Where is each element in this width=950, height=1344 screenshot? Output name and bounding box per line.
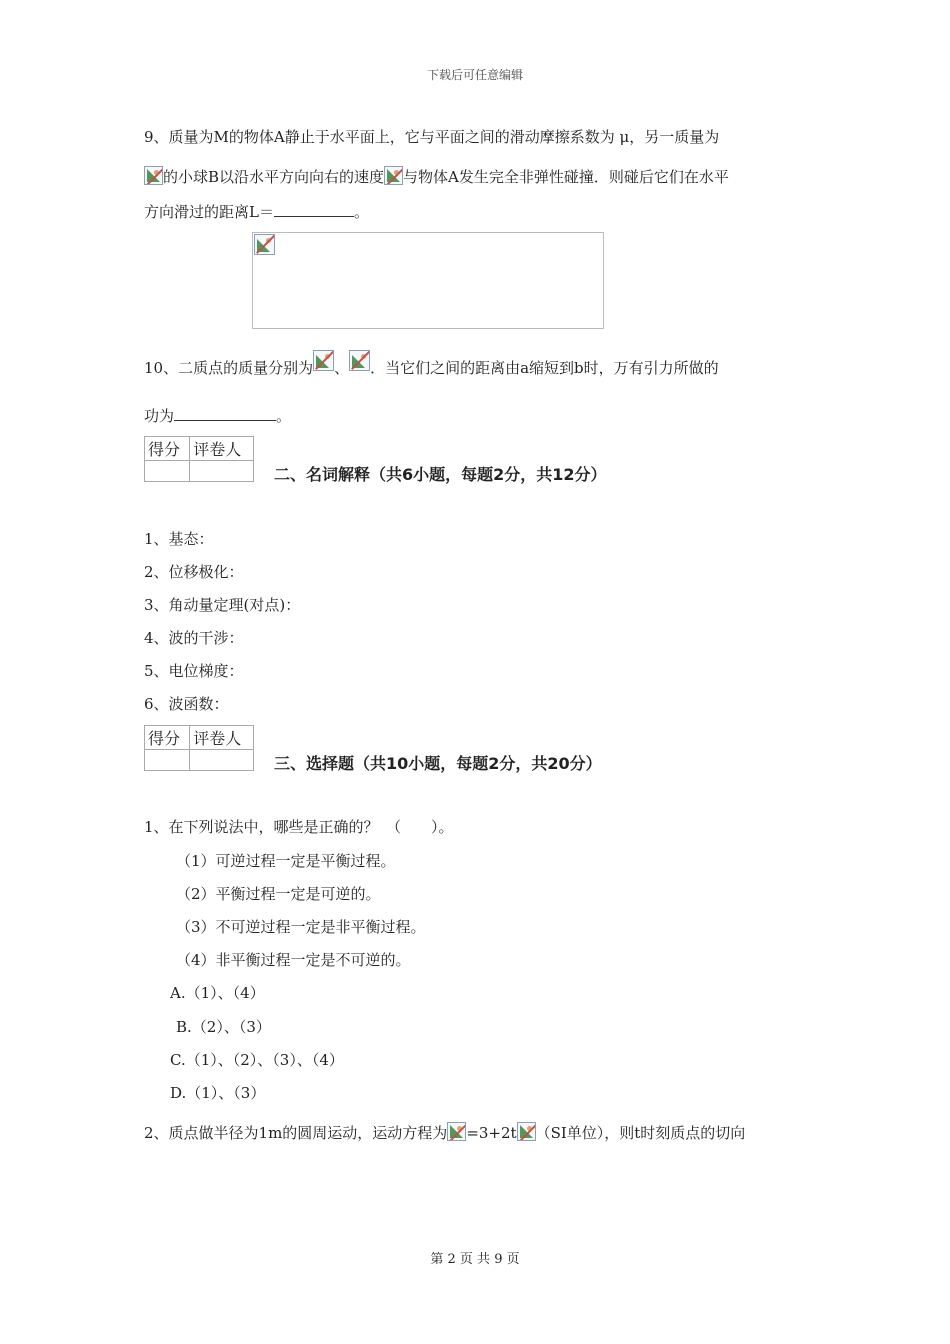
mc-q1-option-c: C.（1）、（2）、（3）、（4） bbox=[170, 1051, 344, 1069]
mc-q2-text-b: =3+2t bbox=[466, 1124, 517, 1142]
q10-line1-text-a: 10、二质点的质量分别为 bbox=[144, 359, 314, 377]
mc-q1-statement: （2）平衡过程一定是可逆的。 bbox=[176, 885, 381, 903]
broken-image-icon bbox=[349, 350, 370, 371]
mc-q1-stem: 1、在下列说法中，哪些是正确的？ （ ）。 bbox=[144, 818, 454, 836]
q9-line2 bbox=[144, 166, 729, 188]
term-item: 5、电位梯度： bbox=[144, 662, 244, 680]
broken-image-icon bbox=[254, 234, 275, 255]
mc-q2-stem bbox=[144, 1122, 745, 1144]
mc-q1-option-b: B.（2）、（3） bbox=[176, 1018, 271, 1036]
score-cell bbox=[145, 461, 190, 482]
q9-line2-text-b: 与物体A发生完全非弹性碰撞．则碰后它们在水平 bbox=[403, 168, 729, 186]
q10-line1-text-b: 、 bbox=[334, 359, 350, 377]
mc-q1-option-d: D.（1）、（3） bbox=[170, 1084, 266, 1102]
answer-blank bbox=[274, 200, 354, 217]
term-item: 2、位移极化： bbox=[144, 563, 244, 581]
mc-q2-text-a: 2、质点做半径为1m的圆周运动，运动方程为 bbox=[144, 1124, 448, 1142]
broken-image-icon bbox=[313, 350, 334, 371]
score-box bbox=[144, 436, 254, 482]
q10-line2-text-a: 功为 bbox=[144, 407, 175, 425]
broken-image-icon bbox=[517, 1122, 536, 1141]
q10-line1 bbox=[144, 350, 719, 379]
score-label: 得分 bbox=[145, 437, 190, 461]
page-footer: 第 2 页 共 9 页 bbox=[430, 1252, 520, 1267]
broken-image-icon bbox=[447, 1122, 466, 1141]
score-cell bbox=[145, 750, 190, 771]
grader-label: 评卷人 bbox=[190, 437, 254, 461]
term-item: 3、角动量定理(对点)： bbox=[144, 596, 301, 614]
term-item: 6、波函数： bbox=[144, 695, 229, 713]
page-header: 下载后可任意编辑 bbox=[426, 68, 523, 82]
broken-image-icon bbox=[144, 166, 163, 185]
q9-line1: 9、质量为M的物体A静止于水平面上，它与平面之间的滑动摩擦系数为 μ，另一质量为 bbox=[144, 128, 720, 146]
mc-q2-text-c: （SI单位），则t时刻质点的切向 bbox=[535, 1124, 746, 1142]
q9-line3-text-a: 方向滑过的距离L＝ bbox=[144, 203, 274, 221]
grader-cell bbox=[190, 750, 254, 771]
section2-title: 二、名词解释（共6小题，每题2分，共12分） bbox=[274, 465, 607, 484]
q10-line2 bbox=[144, 404, 291, 427]
q9-line3-text-b: 。 bbox=[353, 203, 369, 221]
term-item: 4、波的干涉： bbox=[144, 629, 244, 647]
section3-title: 三、选择题（共10小题，每题2分，共20分） bbox=[274, 754, 602, 773]
answer-blank bbox=[174, 404, 276, 421]
q10-line1-text-c: ．当它们之间的距离由a缩短到b时，万有引力所做的 bbox=[370, 359, 719, 377]
mc-q1-statement: （1）可逆过程一定是平衡过程。 bbox=[176, 852, 396, 870]
q9-line2-text-a: 的小球B以沿水平方向向右的速度 bbox=[163, 168, 385, 186]
mc-q1-statement: （4）非平衡过程一定是不可逆的。 bbox=[176, 951, 411, 969]
grader-cell bbox=[190, 461, 254, 482]
mc-q1-statement: （3）不可逆过程一定是非平衡过程。 bbox=[176, 918, 426, 936]
figure-frame bbox=[252, 232, 604, 329]
term-item: 1、基态： bbox=[144, 530, 214, 548]
broken-image-icon bbox=[384, 166, 403, 185]
score-label: 得分 bbox=[145, 726, 190, 750]
mc-q1-option-a: A.（1）、（4） bbox=[170, 984, 265, 1002]
q10-line2-text-b: 。 bbox=[276, 407, 292, 425]
grader-label: 评卷人 bbox=[190, 726, 254, 750]
q9-line3 bbox=[144, 200, 369, 223]
score-box bbox=[144, 725, 254, 771]
